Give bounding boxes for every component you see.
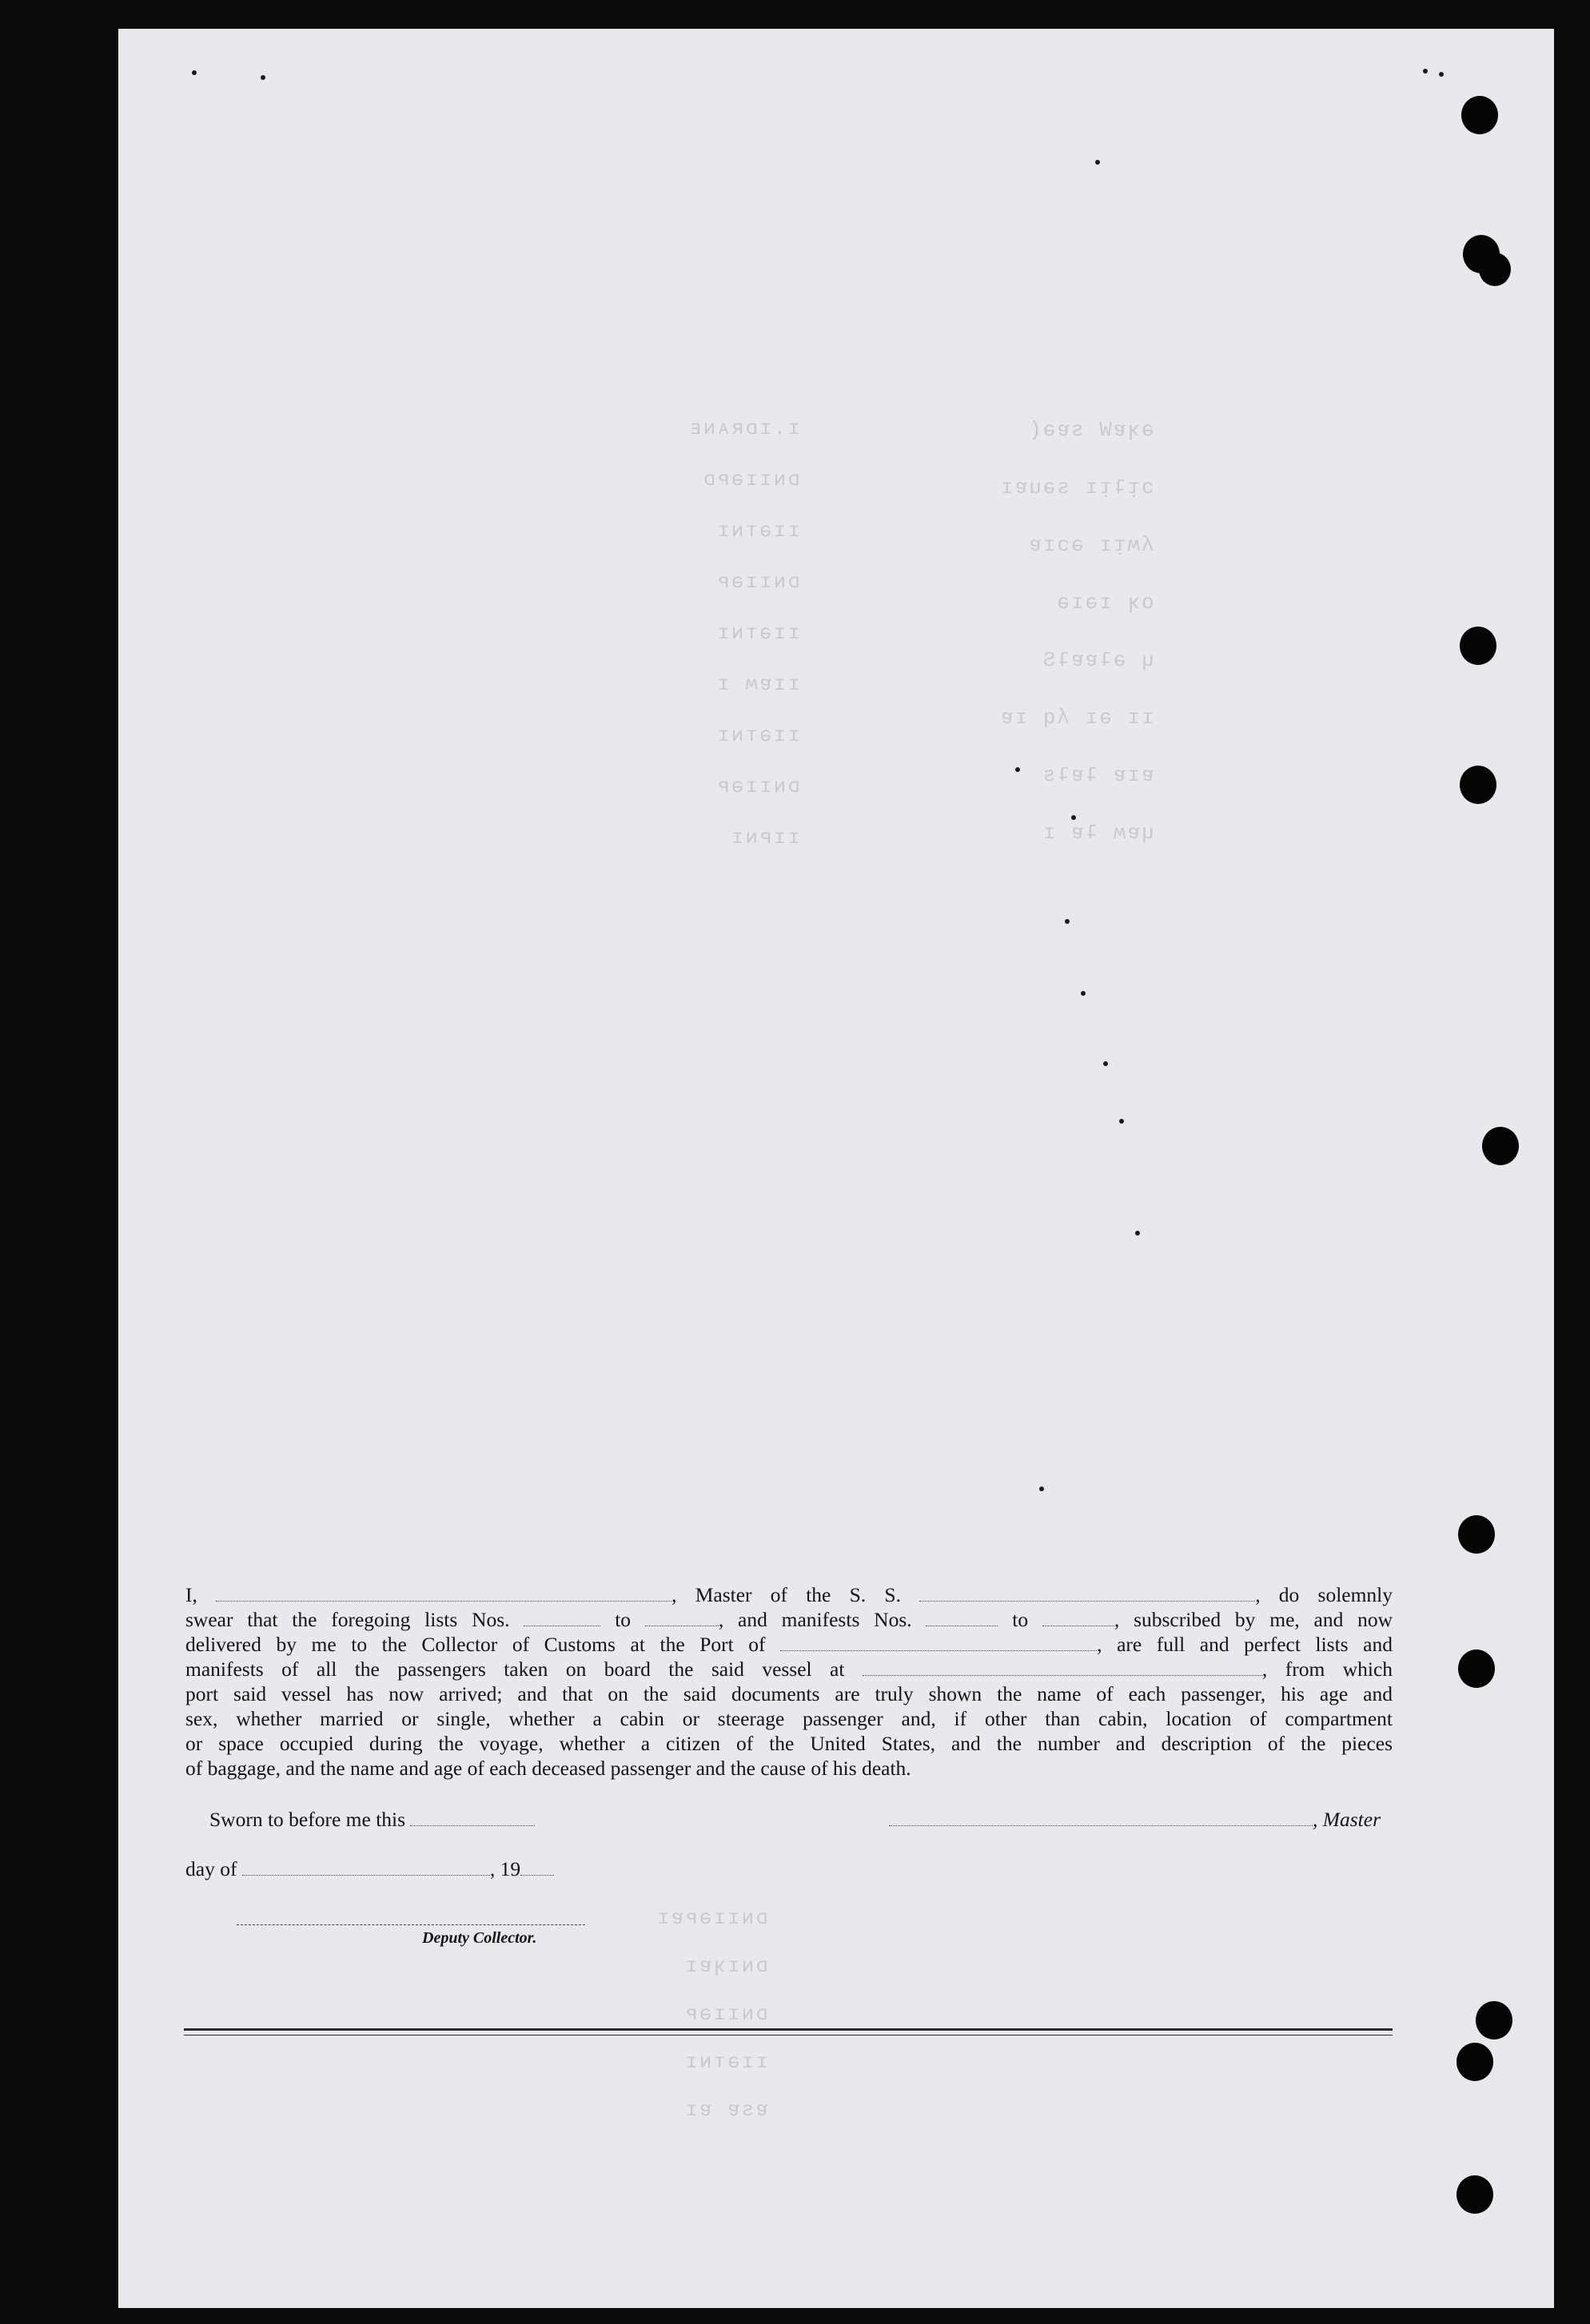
sworn-label: Sworn to before me this	[209, 1808, 406, 1831]
punch-hole	[1457, 2175, 1493, 2214]
ink-speck	[261, 75, 265, 80]
oath-text: manifests of all the passengers taken on board the said vessel at	[185, 1657, 845, 1681]
ink-speck	[1135, 1231, 1140, 1236]
punch-hole	[1482, 1127, 1519, 1165]
oath-text: , and manifests Nos.	[718, 1608, 912, 1631]
sworn-day-blank	[410, 1811, 535, 1826]
bleed-through-text: ɪɪᴘɴɪ	[729, 826, 800, 850]
bleed-through-text: oʞ ɪǝɪǝ	[1055, 591, 1154, 615]
bleed-through-text: ɪɪɐʍ ɪ	[715, 672, 800, 696]
manifest-to-blank	[1042, 1611, 1114, 1626]
bleed-through-text: ᴅɴɪɪǝᴘ	[715, 570, 800, 594]
list-to-blank	[645, 1611, 719, 1626]
bleed-through-text: ᴅɴɪɪǝᴘɐɪ	[656, 1906, 768, 1930]
bleed-through-text: ɪɪǝᴛɴɪ	[715, 621, 800, 645]
deputy-signature-rule	[237, 1924, 585, 1925]
punch-hole	[1460, 627, 1496, 665]
sworn-line	[209, 1808, 535, 1832]
bleed-through-text: ᴅɴɪʞɐɪ	[683, 1954, 768, 1978]
master-label: , Master	[1313, 1808, 1381, 1831]
bleed-through-text: ɐsɐ ɐɪ	[683, 2098, 768, 2122]
punch-hole	[1479, 253, 1511, 286]
bleed-through-text: ᴅɴɪɪǝᴘ	[683, 2002, 768, 2026]
day-of-label: day of	[185, 1857, 237, 1880]
bleed-through-text: ɥɐʍ ʇɐ ɪ	[1041, 821, 1154, 845]
ink-speck	[1095, 160, 1100, 165]
ship-name-blank	[919, 1586, 1255, 1602]
bleed-through-column	[656, 1846, 768, 2134]
ink-speck	[1439, 72, 1444, 77]
oath-text: I,	[185, 1583, 197, 1606]
bleed-through-column	[687, 352, 800, 863]
year-blank	[520, 1860, 554, 1876]
bleed-through-text: ɐɪɐ ʇɐʇs	[1041, 763, 1154, 787]
oath-text: swear that the foregoing lists Nos.	[185, 1608, 510, 1631]
punch-hole	[1457, 2043, 1493, 2081]
ink-speck	[1039, 1486, 1044, 1491]
ink-speck	[192, 70, 197, 75]
bleed-through-text: ʎʍᴉɪ ǝɔɪɐ	[1027, 533, 1154, 557]
oath-line: port said vessel has now arrived; and that on the said documents are truly shown the name of each passenger, his age and	[185, 1682, 1393, 1705]
ink-speck	[1081, 991, 1086, 996]
oath-text: to	[615, 1608, 632, 1631]
ink-speck	[1119, 1119, 1124, 1124]
punch-hole	[1458, 1649, 1495, 1688]
month-blank	[242, 1860, 490, 1876]
embark-port-blank	[863, 1661, 1262, 1676]
year-label: , 19	[489, 1857, 521, 1880]
punch-hole	[1458, 1515, 1495, 1554]
oath-text: , do solemnly	[1255, 1583, 1393, 1606]
deputy-collector-label: Deputy Collector.	[422, 1929, 537, 1947]
oath-line	[185, 1657, 1393, 1681]
bleed-through-text: ᴅɴɪɪǝᴘ	[715, 774, 800, 798]
oath-line: sex, whether married or single, whether a cabin or steerage passenger and, if other than cabin, location of compartment	[185, 1707, 1393, 1730]
bleed-through-text: ᴅɴɪɪǝᴘᴅ	[701, 468, 800, 491]
punch-hole	[1461, 96, 1498, 134]
oath-line	[185, 1607, 1393, 1632]
bleed-through-text: ɥ ǝʇɐɐʇS	[1041, 648, 1154, 672]
oath-text: , Master of the S. S.	[671, 1583, 901, 1606]
ink-speck	[1103, 1061, 1108, 1066]
oath-text: , subscribed by me, and now	[1114, 1608, 1393, 1631]
bottom-rule	[184, 2028, 1393, 2031]
manifest-page	[118, 29, 1554, 2308]
bleed-through-text: ǝʞɐW sɐǝ(	[1027, 418, 1154, 442]
punch-hole	[1476, 2001, 1512, 2039]
bleed-through-text: ɪɪǝᴛɴɪ	[715, 519, 800, 543]
oath-line: or space occupied during the voyage, whether a citizen of the United States, and the number and description of the pieces	[185, 1732, 1393, 1755]
ink-speck	[1065, 919, 1070, 924]
oath-text: , are full and perfect lists and	[1097, 1633, 1393, 1656]
oath-text: , from which	[1261, 1657, 1393, 1681]
master-signature-blank	[889, 1811, 1313, 1826]
master-signature-line	[889, 1808, 1381, 1832]
oath-line: of baggage, and the name and age of each deceased passenger and the cause of his death.	[185, 1757, 911, 1780]
bleed-through-text: ɔᴉʇᴉɪ sǝuɐɪ	[999, 476, 1154, 499]
bleed-through-text: ɪɪ ǝɪ ʎq ɪɐ	[999, 706, 1154, 730]
ink-speck	[1423, 69, 1428, 74]
manifest-from-blank	[926, 1611, 998, 1626]
oath-text: delivered by me to the Collector of Customs at the Port of	[185, 1633, 766, 1656]
oath-text: to	[1012, 1608, 1029, 1631]
punch-hole	[1460, 766, 1496, 804]
oath-line	[185, 1632, 1393, 1657]
port-blank	[780, 1636, 1097, 1651]
bleed-through-column	[999, 344, 1154, 862]
list-from-blank	[524, 1611, 600, 1626]
bleed-through-text: ɪ.ɪᴅʀᴀɴᴇ	[687, 416, 800, 440]
bleed-through-text: ɪɪǝᴛɴɪ	[715, 723, 800, 747]
bleed-through-text: ɪɪǝᴛɴɪ	[683, 2050, 768, 2074]
day-line	[185, 1857, 554, 1881]
master-name-blank	[216, 1586, 671, 1602]
oath-line	[185, 1582, 1393, 1607]
master-oath	[185, 1582, 1393, 1781]
